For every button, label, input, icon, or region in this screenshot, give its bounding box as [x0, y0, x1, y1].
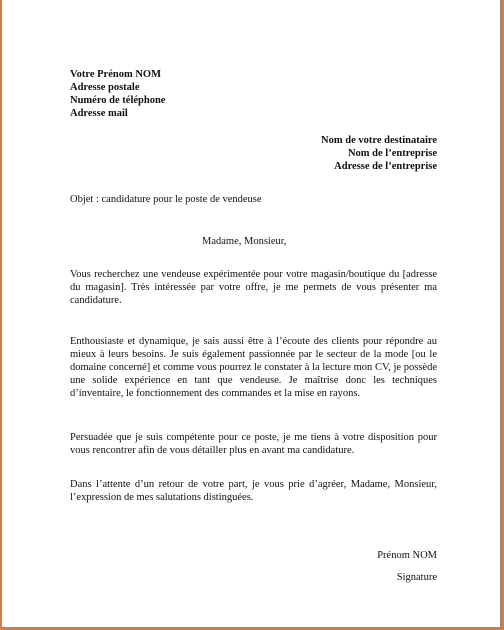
letter-subject: Objet : candidature pour le poste de vendeuse: [70, 194, 262, 205]
recipient-name: Nom de votre destinataire: [321, 135, 437, 146]
sender-address: Adresse postale: [70, 82, 140, 93]
sender-phone: Numéro de téléphone: [70, 95, 166, 106]
sender-email: Adresse mail: [70, 108, 128, 119]
letter-salutation: Madame, Monsieur,: [202, 236, 287, 247]
recipient-company-address: Adresse de l’entreprise: [334, 161, 437, 172]
body-paragraph: Dans l’attente d’un retour de votre part, je vous prie d’agréer, Madame, Monsieur, l’expression de mes salutations distinguées.: [70, 479, 437, 503]
recipient-block: [321, 134, 437, 173]
sender-block: [70, 68, 165, 120]
body-paragraph: Persuadée que je suis compétente pour ce poste, je me tiens à votre disposition pour vous rencontrer afin de vous détailler plus en avant ma candidature.: [70, 432, 437, 456]
recipient-company: Nom de l’entreprise: [347, 148, 437, 159]
closing-name: Prénom NOM: [377, 550, 437, 561]
body-paragraph: Enthousiaste et dynamique, je sais aussi être à l’écoute des clients pour répondre au mieux à leurs besoins. Je suis également passionnée par le secteur de la mode [ou le domaine concerné] et comme vous pourrez le constater à la lecture mon CV, je possède une solide expérience en tant que vendeuse. Je maîtrise donc les techniques d’inventaire, le fonctionnement des commandes et la mise en rayons.: [70, 336, 437, 399]
sender-name: Votre Prénom NOM: [70, 69, 161, 80]
body-paragraph: Vous recherchez une vendeuse expérimentée pour votre magasin/boutique du [adresse du magasin]. Très intéressée par votre offre, je me permets de vous présenter ma candidature.: [70, 269, 437, 306]
letter-page: [6, 0, 501, 627]
closing-signature: Signature: [396, 572, 437, 583]
